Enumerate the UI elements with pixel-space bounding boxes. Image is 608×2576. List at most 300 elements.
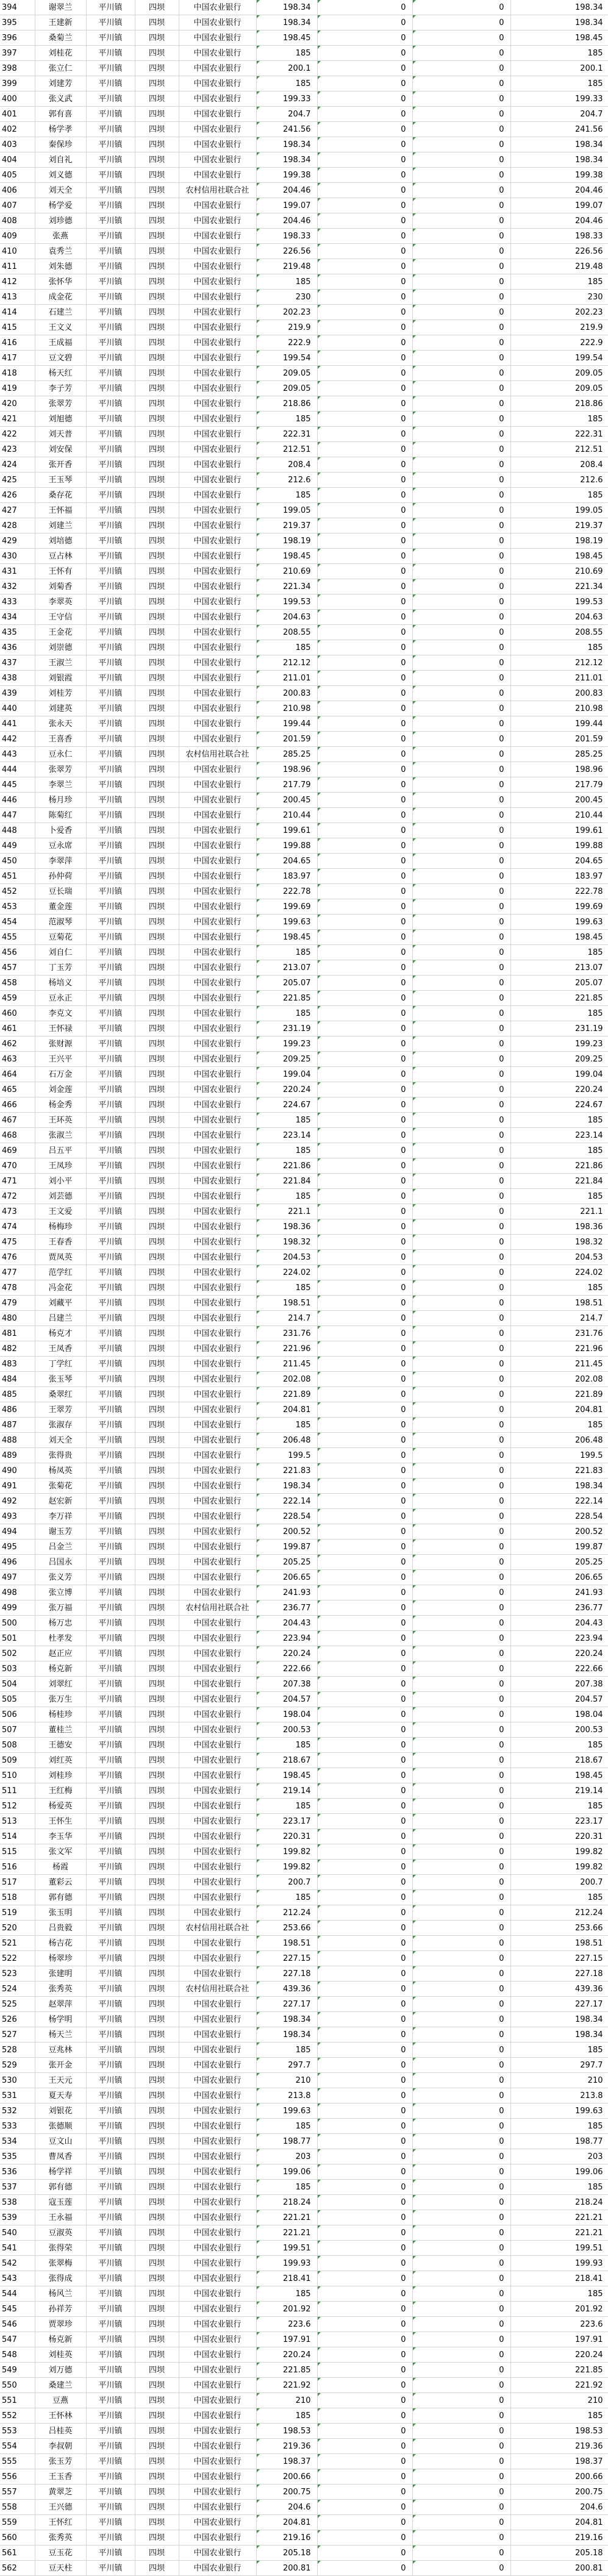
amount-cell[interactable]: 208.4	[256, 457, 317, 473]
amount-cell[interactable]: 200.66	[256, 2469, 317, 2485]
name-cell[interactable]: 豆长瑞	[35, 884, 86, 899]
zero-cell-b[interactable]: 0	[412, 762, 510, 777]
town-cell[interactable]: 平川镇	[86, 1402, 135, 1418]
zero-cell-a[interactable]: 0	[317, 1082, 412, 1097]
name-cell[interactable]: 杨培义	[35, 976, 86, 991]
bank-cell[interactable]: 中国农业银行	[179, 1875, 256, 1890]
village-cell[interactable]: 四坝	[135, 1875, 179, 1890]
bank-cell[interactable]: 中国农业银行	[179, 274, 256, 290]
zero-cell-b[interactable]: 0	[412, 1494, 510, 1509]
row-number-cell[interactable]: 508	[0, 1738, 35, 1753]
amount-cell[interactable]: 199.04	[256, 1067, 317, 1082]
town-cell[interactable]: 平川镇	[86, 1082, 135, 1097]
amount-cell[interactable]: 209.05	[256, 381, 317, 396]
amount-cell[interactable]: 218.24	[256, 2195, 317, 2210]
town-cell[interactable]: 平川镇	[86, 2012, 135, 2027]
row-number-cell[interactable]: 487	[0, 1418, 35, 1433]
total-cell[interactable]: 223.6	[510, 2317, 608, 2332]
zero-cell-a[interactable]: 0	[317, 960, 412, 976]
town-cell[interactable]: 平川镇	[86, 2469, 135, 2485]
town-cell[interactable]: 平川镇	[86, 2515, 135, 2530]
amount-cell[interactable]: 207.38	[256, 1677, 317, 1692]
total-cell[interactable]: 199.04	[510, 1067, 608, 1082]
total-cell[interactable]: 221.86	[510, 1158, 608, 1174]
zero-cell-b[interactable]: 0	[412, 457, 510, 473]
amount-cell[interactable]: 223.94	[256, 1631, 317, 1646]
total-cell[interactable]: 199.93	[510, 2256, 608, 2271]
town-cell[interactable]: 平川镇	[86, 91, 135, 107]
amount-cell[interactable]: 241.93	[256, 1585, 317, 1600]
total-cell[interactable]: 185	[510, 945, 608, 960]
total-cell[interactable]: 185	[510, 412, 608, 427]
row-number-cell[interactable]: 521	[0, 1936, 35, 1951]
village-cell[interactable]: 四坝	[135, 1250, 179, 1265]
village-cell[interactable]: 四坝	[135, 91, 179, 107]
name-cell[interactable]: 桑菊兰	[35, 30, 86, 46]
town-cell[interactable]: 平川镇	[86, 1814, 135, 1829]
zero-cell-a[interactable]: 0	[317, 2408, 412, 2424]
amount-cell[interactable]: 219.9	[256, 320, 317, 335]
village-cell[interactable]: 四坝	[135, 671, 179, 686]
amount-cell[interactable]: 213.07	[256, 960, 317, 976]
name-cell[interactable]: 杨克新	[35, 1661, 86, 1677]
zero-cell-b[interactable]: 0	[412, 1463, 510, 1479]
row-number-cell[interactable]: 561	[0, 2546, 35, 2561]
amount-cell[interactable]: 185	[256, 1113, 317, 1128]
amount-cell[interactable]: 198.37	[256, 2454, 317, 2469]
amount-cell[interactable]: 199.5	[256, 1448, 317, 1463]
zero-cell-b[interactable]: 0	[412, 960, 510, 976]
zero-cell-b[interactable]: 0	[412, 351, 510, 366]
zero-cell-b[interactable]: 0	[412, 1372, 510, 1387]
zero-cell-a[interactable]: 0	[317, 777, 412, 793]
amount-cell[interactable]: 200.7	[256, 1875, 317, 1890]
village-cell[interactable]: 四坝	[135, 1479, 179, 1494]
bank-cell[interactable]: 中国农业银行	[179, 655, 256, 671]
town-cell[interactable]: 平川镇	[86, 2119, 135, 2134]
row-number-cell[interactable]: 454	[0, 915, 35, 930]
amount-cell[interactable]: 198.34	[256, 1479, 317, 1494]
name-cell[interactable]: 王环英	[35, 1113, 86, 1128]
name-cell[interactable]: 王兴平	[35, 1052, 86, 1067]
total-cell[interactable]: 214.7	[510, 1311, 608, 1326]
zero-cell-a[interactable]: 0	[317, 1829, 412, 1844]
town-cell[interactable]: 平川镇	[86, 1829, 135, 1844]
row-number-cell[interactable]: 427	[0, 503, 35, 518]
total-cell[interactable]: 204.46	[510, 183, 608, 198]
town-cell[interactable]: 平川镇	[86, 1707, 135, 1722]
town-cell[interactable]: 平川镇	[86, 1753, 135, 1768]
zero-cell-b[interactable]: 0	[412, 427, 510, 442]
zero-cell-a[interactable]: 0	[317, 1722, 412, 1738]
bank-cell[interactable]: 中国农业银行	[179, 412, 256, 427]
total-cell[interactable]: 199.5	[510, 1448, 608, 1463]
bank-cell[interactable]: 中国农业银行	[179, 594, 256, 610]
bank-cell[interactable]: 中国农业银行	[179, 1219, 256, 1235]
bank-cell[interactable]: 中国农业银行	[179, 0, 256, 15]
village-cell[interactable]: 四坝	[135, 2012, 179, 2027]
name-cell[interactable]: 曹凤香	[35, 2149, 86, 2164]
town-cell[interactable]: 平川镇	[86, 1509, 135, 1524]
village-cell[interactable]: 四坝	[135, 1402, 179, 1418]
amount-cell[interactable]: 221.1	[256, 1204, 317, 1219]
row-number-cell[interactable]: 532	[0, 2103, 35, 2119]
total-cell[interactable]: 222.14	[510, 1494, 608, 1509]
zero-cell-b[interactable]: 0	[412, 229, 510, 244]
zero-cell-a[interactable]: 0	[317, 1494, 412, 1509]
total-cell[interactable]: 185	[510, 46, 608, 61]
bank-cell[interactable]: 中国农业银行	[179, 1753, 256, 1768]
village-cell[interactable]: 四坝	[135, 2027, 179, 2043]
row-number-cell[interactable]: 542	[0, 2256, 35, 2271]
town-cell[interactable]: 平川镇	[86, 594, 135, 610]
zero-cell-a[interactable]: 0	[317, 1555, 412, 1570]
bank-cell[interactable]: 中国农业银行	[179, 1966, 256, 1982]
row-number-cell[interactable]: 416	[0, 335, 35, 351]
zero-cell-b[interactable]: 0	[412, 1677, 510, 1692]
village-cell[interactable]: 四坝	[135, 1128, 179, 1143]
town-cell[interactable]: 平川镇	[86, 1204, 135, 1219]
total-cell[interactable]: 221.83	[510, 1463, 608, 1479]
row-number-cell[interactable]: 492	[0, 1494, 35, 1509]
row-number-cell[interactable]: 403	[0, 137, 35, 152]
amount-cell[interactable]: 200.75	[256, 2485, 317, 2500]
name-cell[interactable]: 王喜香	[35, 732, 86, 747]
town-cell[interactable]: 平川镇	[86, 2561, 135, 2576]
amount-cell[interactable]: 199.05	[256, 503, 317, 518]
village-cell[interactable]: 四坝	[135, 1722, 179, 1738]
zero-cell-a[interactable]: 0	[317, 46, 412, 61]
name-cell[interactable]: 刘天普	[35, 427, 86, 442]
name-cell[interactable]: 刘旭德	[35, 412, 86, 427]
total-cell[interactable]: 199.23	[510, 1036, 608, 1052]
bank-cell[interactable]: 中国农业银行	[179, 1006, 256, 1021]
zero-cell-b[interactable]: 0	[412, 625, 510, 640]
village-cell[interactable]: 四坝	[135, 2439, 179, 2454]
name-cell[interactable]: 杨克才	[35, 1326, 86, 1341]
town-cell[interactable]: 平川镇	[86, 2302, 135, 2317]
row-number-cell[interactable]: 495	[0, 1540, 35, 1555]
town-cell[interactable]: 平川镇	[86, 1357, 135, 1372]
total-cell[interactable]: 185	[510, 2286, 608, 2302]
village-cell[interactable]: 四坝	[135, 640, 179, 655]
zero-cell-b[interactable]: 0	[412, 2500, 510, 2515]
total-cell[interactable]: 198.45	[510, 549, 608, 564]
amount-cell[interactable]: 204.6	[256, 2500, 317, 2515]
name-cell[interactable]: 张怀华	[35, 274, 86, 290]
row-number-cell[interactable]: 528	[0, 2043, 35, 2058]
amount-cell[interactable]: 198.32	[256, 1235, 317, 1250]
name-cell[interactable]: 石万金	[35, 1067, 86, 1082]
town-cell[interactable]: 平川镇	[86, 1174, 135, 1189]
town-cell[interactable]: 平川镇	[86, 381, 135, 396]
bank-cell[interactable]: 中国农业银行	[179, 46, 256, 61]
total-cell[interactable]: 209.05	[510, 381, 608, 396]
row-number-cell[interactable]: 481	[0, 1326, 35, 1341]
zero-cell-b[interactable]: 0	[412, 1280, 510, 1296]
town-cell[interactable]: 平川镇	[86, 610, 135, 625]
zero-cell-a[interactable]: 0	[317, 594, 412, 610]
zero-cell-a[interactable]: 0	[317, 1052, 412, 1067]
zero-cell-b[interactable]: 0	[412, 1219, 510, 1235]
row-number-cell[interactable]: 496	[0, 1555, 35, 1570]
name-cell[interactable]: 张菊花	[35, 1479, 86, 1494]
bank-cell[interactable]: 中国农业银行	[179, 473, 256, 488]
total-cell[interactable]: 218.41	[510, 2271, 608, 2286]
zero-cell-b[interactable]: 0	[412, 655, 510, 671]
row-number-cell[interactable]: 404	[0, 152, 35, 168]
village-cell[interactable]: 四坝	[135, 183, 179, 198]
zero-cell-a[interactable]: 0	[317, 1433, 412, 1448]
zero-cell-a[interactable]: 0	[317, 457, 412, 473]
zero-cell-b[interactable]: 0	[412, 2317, 510, 2332]
town-cell[interactable]: 平川镇	[86, 1844, 135, 1860]
amount-cell[interactable]: 198.04	[256, 1707, 317, 1722]
bank-cell[interactable]: 中国农业银行	[179, 915, 256, 930]
bank-cell[interactable]: 中国农业银行	[179, 91, 256, 107]
row-number-cell[interactable]: 509	[0, 1753, 35, 1768]
total-cell[interactable]: 226.56	[510, 244, 608, 259]
bank-cell[interactable]: 农村信用社联合社	[179, 183, 256, 198]
amount-cell[interactable]: 185	[256, 640, 317, 655]
name-cell[interactable]: 丁玉芳	[35, 960, 86, 976]
total-cell[interactable]: 206.48	[510, 1433, 608, 1448]
row-number-cell[interactable]: 467	[0, 1113, 35, 1128]
total-cell[interactable]: 208.55	[510, 625, 608, 640]
name-cell[interactable]: 董桂兰	[35, 1722, 86, 1738]
zero-cell-a[interactable]: 0	[317, 396, 412, 412]
zero-cell-b[interactable]: 0	[412, 2241, 510, 2256]
zero-cell-a[interactable]: 0	[317, 1402, 412, 1418]
zero-cell-b[interactable]: 0	[412, 61, 510, 76]
zero-cell-b[interactable]: 0	[412, 1082, 510, 1097]
zero-cell-b[interactable]: 0	[412, 46, 510, 61]
village-cell[interactable]: 四坝	[135, 2058, 179, 2073]
bank-cell[interactable]: 中国农业银行	[179, 1235, 256, 1250]
village-cell[interactable]: 四坝	[135, 122, 179, 137]
bank-cell[interactable]: 中国农业银行	[179, 2439, 256, 2454]
zero-cell-b[interactable]: 0	[412, 15, 510, 30]
zero-cell-a[interactable]: 0	[317, 2103, 412, 2119]
village-cell[interactable]: 四坝	[135, 762, 179, 777]
name-cell[interactable]: 豆天柱	[35, 2561, 86, 2576]
total-cell[interactable]: 227.18	[510, 1966, 608, 1982]
town-cell[interactable]: 平川镇	[86, 549, 135, 564]
village-cell[interactable]: 四坝	[135, 2164, 179, 2180]
zero-cell-a[interactable]: 0	[317, 915, 412, 930]
village-cell[interactable]: 四坝	[135, 2500, 179, 2515]
village-cell[interactable]: 四坝	[135, 198, 179, 213]
amount-cell[interactable]: 230	[256, 290, 317, 305]
village-cell[interactable]: 四坝	[135, 1189, 179, 1204]
zero-cell-b[interactable]: 0	[412, 2469, 510, 2485]
bank-cell[interactable]: 中国农业银行	[179, 1204, 256, 1219]
name-cell[interactable]: 王玉琴	[35, 473, 86, 488]
amount-cell[interactable]: 202.08	[256, 1372, 317, 1387]
name-cell[interactable]: 张秀英	[35, 1982, 86, 1997]
bank-cell[interactable]: 中国农业银行	[179, 1479, 256, 1494]
row-number-cell[interactable]: 443	[0, 747, 35, 762]
amount-cell[interactable]: 217.79	[256, 777, 317, 793]
bank-cell[interactable]: 中国农业银行	[179, 1372, 256, 1387]
town-cell[interactable]: 平川镇	[86, 1921, 135, 1936]
total-cell[interactable]: 204.65	[510, 854, 608, 869]
village-cell[interactable]: 四坝	[135, 793, 179, 808]
row-number-cell[interactable]: 421	[0, 412, 35, 427]
village-cell[interactable]: 四坝	[135, 1524, 179, 1540]
amount-cell[interactable]: 185	[256, 1890, 317, 1905]
name-cell[interactable]: 赵宏新	[35, 1494, 86, 1509]
town-cell[interactable]: 平川镇	[86, 1783, 135, 1799]
town-cell[interactable]: 平川镇	[86, 1479, 135, 1494]
bank-cell[interactable]: 中国农业银行	[179, 2225, 256, 2241]
village-cell[interactable]: 四坝	[135, 2302, 179, 2317]
amount-cell[interactable]: 185	[256, 488, 317, 503]
name-cell[interactable]: 杨梅珍	[35, 1219, 86, 1235]
bank-cell[interactable]: 中国农业银行	[179, 2485, 256, 2500]
village-cell[interactable]: 四坝	[135, 473, 179, 488]
village-cell[interactable]: 四坝	[135, 1158, 179, 1174]
row-number-cell[interactable]: 471	[0, 1174, 35, 1189]
zero-cell-b[interactable]: 0	[412, 2530, 510, 2546]
name-cell[interactable]: 刘桂芳	[35, 686, 86, 701]
zero-cell-b[interactable]: 0	[412, 518, 510, 533]
zero-cell-a[interactable]: 0	[317, 107, 412, 122]
row-number-cell[interactable]: 505	[0, 1692, 35, 1707]
total-cell[interactable]: 183.97	[510, 869, 608, 884]
row-number-cell[interactable]: 486	[0, 1402, 35, 1418]
row-number-cell[interactable]: 396	[0, 30, 35, 46]
row-number-cell[interactable]: 411	[0, 259, 35, 274]
town-cell[interactable]: 平川镇	[86, 1280, 135, 1296]
town-cell[interactable]: 平川镇	[86, 290, 135, 305]
amount-cell[interactable]: 223.14	[256, 1128, 317, 1143]
town-cell[interactable]: 平川镇	[86, 122, 135, 137]
row-number-cell[interactable]: 407	[0, 198, 35, 213]
town-cell[interactable]: 平川镇	[86, 15, 135, 30]
village-cell[interactable]: 四坝	[135, 777, 179, 793]
zero-cell-b[interactable]: 0	[412, 137, 510, 152]
village-cell[interactable]: 四坝	[135, 1494, 179, 1509]
amount-cell[interactable]: 185	[256, 274, 317, 290]
amount-cell[interactable]: 222.31	[256, 427, 317, 442]
amount-cell[interactable]: 201.92	[256, 2302, 317, 2317]
total-cell[interactable]: 199.33	[510, 91, 608, 107]
bank-cell[interactable]: 中国农业银行	[179, 2164, 256, 2180]
total-cell[interactable]: 199.51	[510, 2241, 608, 2256]
zero-cell-b[interactable]: 0	[412, 1204, 510, 1219]
town-cell[interactable]: 平川镇	[86, 854, 135, 869]
village-cell[interactable]: 四坝	[135, 2271, 179, 2286]
total-cell[interactable]: 199.69	[510, 899, 608, 915]
amount-cell[interactable]: 199.63	[256, 915, 317, 930]
zero-cell-b[interactable]: 0	[412, 396, 510, 412]
town-cell[interactable]: 平川镇	[86, 183, 135, 198]
total-cell[interactable]: 205.07	[510, 976, 608, 991]
total-cell[interactable]: 185	[510, 1006, 608, 1021]
zero-cell-b[interactable]: 0	[412, 640, 510, 655]
amount-cell[interactable]: 198.34	[256, 137, 317, 152]
zero-cell-b[interactable]: 0	[412, 1509, 510, 1524]
zero-cell-b[interactable]: 0	[412, 976, 510, 991]
name-cell[interactable]: 王怀林	[35, 2408, 86, 2424]
town-cell[interactable]: 平川镇	[86, 320, 135, 335]
bank-cell[interactable]: 中国农业银行	[179, 427, 256, 442]
amount-cell[interactable]: 226.56	[256, 244, 317, 259]
row-number-cell[interactable]: 476	[0, 1250, 35, 1265]
row-number-cell[interactable]: 488	[0, 1433, 35, 1448]
total-cell[interactable]: 202.08	[510, 1372, 608, 1387]
village-cell[interactable]: 四坝	[135, 2561, 179, 2576]
amount-cell[interactable]: 198.51	[256, 1936, 317, 1951]
bank-cell[interactable]: 中国农业银行	[179, 2332, 256, 2347]
zero-cell-a[interactable]: 0	[317, 2119, 412, 2134]
amount-cell[interactable]: 199.23	[256, 1036, 317, 1052]
town-cell[interactable]: 平川镇	[86, 625, 135, 640]
town-cell[interactable]: 平川镇	[86, 1936, 135, 1951]
name-cell[interactable]: 李叔朝	[35, 2439, 86, 2454]
zero-cell-a[interactable]: 0	[317, 1113, 412, 1128]
zero-cell-b[interactable]: 0	[412, 671, 510, 686]
village-cell[interactable]: 四坝	[135, 2225, 179, 2241]
bank-cell[interactable]: 中国农业银行	[179, 137, 256, 152]
zero-cell-a[interactable]: 0	[317, 1006, 412, 1021]
name-cell[interactable]: 杨万忠	[35, 1616, 86, 1631]
name-cell[interactable]: 张淑存	[35, 1418, 86, 1433]
zero-cell-a[interactable]: 0	[317, 732, 412, 747]
amount-cell[interactable]: 214.7	[256, 1311, 317, 1326]
bank-cell[interactable]: 中国农业银行	[179, 1113, 256, 1128]
row-number-cell[interactable]: 558	[0, 2500, 35, 2515]
row-number-cell[interactable]: 550	[0, 2378, 35, 2393]
zero-cell-a[interactable]: 0	[317, 823, 412, 838]
zero-cell-b[interactable]: 0	[412, 899, 510, 915]
zero-cell-a[interactable]: 0	[317, 1905, 412, 1921]
zero-cell-b[interactable]: 0	[412, 2027, 510, 2043]
town-cell[interactable]: 平川镇	[86, 30, 135, 46]
row-number-cell[interactable]: 526	[0, 2012, 35, 2027]
amount-cell[interactable]: 198.51	[256, 1296, 317, 1311]
zero-cell-a[interactable]: 0	[317, 1524, 412, 1540]
bank-cell[interactable]: 中国农业银行	[179, 1143, 256, 1158]
zero-cell-a[interactable]: 0	[317, 122, 412, 137]
village-cell[interactable]: 四坝	[135, 2043, 179, 2058]
amount-cell[interactable]: 206.48	[256, 1433, 317, 1448]
amount-cell[interactable]: 204.43	[256, 1616, 317, 1631]
zero-cell-a[interactable]: 0	[317, 2378, 412, 2393]
total-cell[interactable]: 200.75	[510, 2485, 608, 2500]
town-cell[interactable]: 平川镇	[86, 1219, 135, 1235]
name-cell[interactable]: 郭有德	[35, 2180, 86, 2195]
bank-cell[interactable]: 中国农业银行	[179, 1661, 256, 1677]
row-number-cell[interactable]: 445	[0, 777, 35, 793]
zero-cell-b[interactable]: 0	[412, 2119, 510, 2134]
village-cell[interactable]: 四坝	[135, 1692, 179, 1707]
village-cell[interactable]: 四坝	[135, 1235, 179, 1250]
village-cell[interactable]: 四坝	[135, 1082, 179, 1097]
village-cell[interactable]: 四坝	[135, 381, 179, 396]
row-number-cell[interactable]: 428	[0, 518, 35, 533]
bank-cell[interactable]: 中国农业银行	[179, 122, 256, 137]
village-cell[interactable]: 四坝	[135, 1372, 179, 1387]
town-cell[interactable]: 平川镇	[86, 412, 135, 427]
zero-cell-a[interactable]: 0	[317, 76, 412, 91]
town-cell[interactable]: 平川镇	[86, 137, 135, 152]
zero-cell-a[interactable]: 0	[317, 1661, 412, 1677]
row-number-cell[interactable]: 395	[0, 15, 35, 30]
row-number-cell[interactable]: 415	[0, 320, 35, 335]
row-number-cell[interactable]: 485	[0, 1387, 35, 1402]
